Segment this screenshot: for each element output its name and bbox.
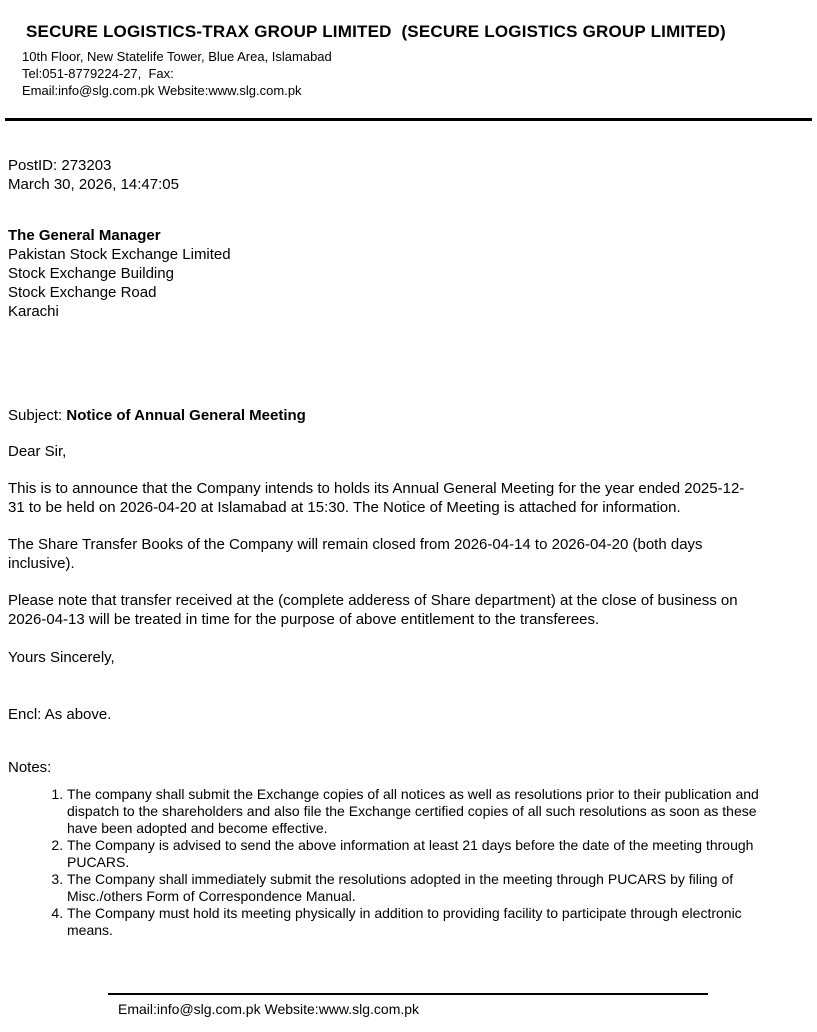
- company-email-website: Email:info@slg.com.pk Website:www.slg.com.pk: [22, 83, 302, 98]
- subject-label: Subject:: [8, 407, 67, 424]
- recipient-address: [8, 226, 759, 321]
- letterhead: [0, 0, 817, 99]
- note-item: 2. The Company is advised to send the above information at least 21 days before the date of the meeting through PUCARS.: [67, 837, 759, 871]
- footer-email-website: Email:info@slg.com.pk Website:www.slg.com.pk: [118, 1001, 420, 1017]
- company-tel-fax: Tel:051-8779224-27, Fax:: [22, 66, 174, 81]
- header-divider: [5, 118, 812, 121]
- letter-body: [0, 156, 817, 939]
- enclosure: Encl: As above.: [8, 706, 112, 723]
- closing: Yours Sincerely,: [8, 649, 115, 666]
- subject-text: Notice of Annual General Meeting: [66, 407, 306, 424]
- post-datetime: March 30, 2026, 14:47:05: [8, 176, 179, 193]
- note-item: 1. The company shall submit the Exchange copies of all notices as well as resolutions prior to their publication and dispatch to the shareholders and also file the Exchange certified copies of all such resolutions as soon as these have been adopted and become effective.: [67, 786, 759, 837]
- paragraph-transfer-note: Please note that transfer received at the (complete adderess of Share department) at the close of business on 2026-04-13 will be treated in time for the purpose of above entitlement to the transferees.: [8, 592, 738, 628]
- recipient-title: The General Manager: [8, 227, 161, 244]
- recipient-line: Karachi: [8, 303, 59, 320]
- recipient-line: Stock Exchange Building: [8, 265, 174, 282]
- notes-heading: Notes:: [8, 759, 52, 776]
- company-address: 10th Floor, New Statelife Tower, Blue Area, Islamabad: [22, 49, 332, 64]
- footer-divider: [108, 993, 708, 995]
- salutation: Dear Sir,: [8, 443, 67, 460]
- paragraph-announcement: This is to announce that the Company intends to holds its Annual General Meeting for the year ended 2025-12-31 to be held on 2026-04-20 at Islamabad at 15:30. The Notice of Meeting is attached for information.: [8, 480, 745, 516]
- paragraph-book-closure: The Share Transfer Books of the Company will remain closed from 2026-04-14 to 2026-04-20 (both days inclusive).: [8, 536, 703, 572]
- post-meta: [8, 156, 759, 194]
- post-id: PostID: 273203: [8, 157, 112, 174]
- recipient-line: Stock Exchange Road: [8, 284, 157, 301]
- note-item: 3. The Company shall immediately submit the resolutions adopted in the meeting through PUCARS by filing of Misc./others Form of Correspondence Manual.: [67, 871, 759, 905]
- recipient-line: Pakistan Stock Exchange Limited: [8, 246, 231, 263]
- note-item: 4. The Company must hold its meeting physically in addition to providing facility to participate through electronic means.: [67, 905, 759, 939]
- subject-line: [8, 406, 759, 425]
- notes-list: [8, 786, 759, 939]
- company-name: SECURE LOGISTICS-TRAX GROUP LIMITED (SECURE LOGISTICS GROUP LIMITED): [26, 22, 726, 41]
- page-footer: [0, 993, 817, 1018]
